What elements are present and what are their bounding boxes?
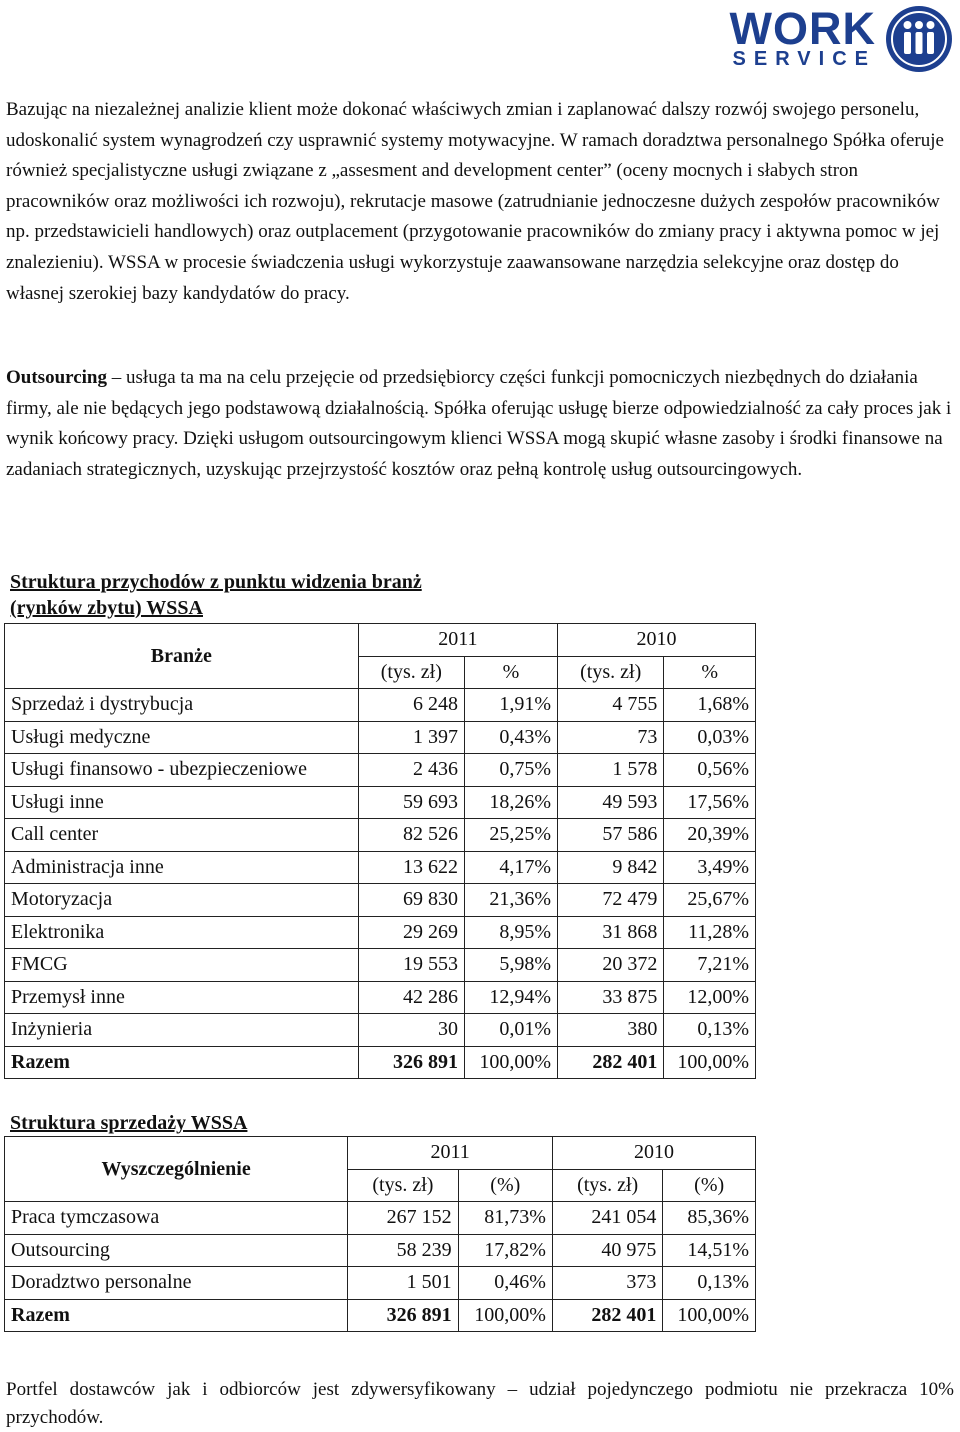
intro-paragraph: Bazując na niezależnej analizie klient może dokonać właściwych zmian i zaplanować dalszy rozwój swojego personelu, udoskonalić system wynagrodzeń czy usprawnić systemy motywacyjne. W ramach doradztwa personalnego Spółka oferuje również specjalistyczne usługi związane z „assesment and development center” (oceny mocnych i słabych stron pracowników oraz możliwości ich rozwoju), rekrutacje masowe (zatrudnianie jednoczesne dużych zespołów pracowników np. przedstawicieli handlowych) oraz outplacement (przygotowanie pracowników do zmiany pracy i aktywna pomoc w jej znalezieniu). WSSA w procesie świadczenia usługi wykorzystuje zaawansowane narzędzia selekcyjne oraz dostęp do własnej szerokiej bazy kandydatów do pracy.: [6, 99, 944, 304]
column-header-wyszczegolnienie: Wyszczególnienie: [5, 1137, 348, 1202]
value-2011: 1 501: [348, 1267, 458, 1300]
value-2010: 1 578: [558, 754, 664, 787]
pct-2011: 100,00%: [464, 1046, 557, 1079]
pct-2010: 0,56%: [664, 754, 756, 787]
pct-2010: 11,28%: [664, 916, 756, 949]
table-row: [5, 786, 756, 819]
pct-2011: 0,01%: [464, 1014, 557, 1047]
revenue-structure-table: [4, 623, 756, 1079]
pct-2010: 0,03%: [664, 721, 756, 754]
value-2010: 49 593: [558, 786, 664, 819]
pct-2011: 25,25%: [464, 819, 557, 852]
pct-2010: 0,13%: [663, 1267, 756, 1300]
logo-text-work: WORK: [729, 3, 876, 54]
row-label: Administracja inne: [5, 851, 359, 884]
value-2010: 20 372: [558, 949, 664, 982]
column-header-branze: Branże: [5, 624, 359, 689]
revenue-structure-title: [10, 569, 422, 621]
pct-2010: 85,36%: [663, 1202, 756, 1235]
row-label: Doradztwo personalne: [5, 1267, 348, 1300]
value-2010: 373: [552, 1267, 662, 1300]
row-label: Elektronika: [5, 916, 359, 949]
row-label: FMCG: [5, 949, 359, 982]
table-row: [5, 819, 756, 852]
outsourcing-term: Outsourcing: [6, 367, 108, 388]
sales-structure-title: [10, 1110, 247, 1136]
value-2011: 69 830: [358, 884, 464, 917]
table-row: [5, 1234, 756, 1267]
table-row: [5, 1014, 756, 1047]
value-2011: 82 526: [358, 819, 464, 852]
subheader-pct-2010: (%): [663, 1169, 756, 1202]
row-label: Call center: [5, 819, 359, 852]
table-row: [5, 884, 756, 917]
pct-2011: 17,82%: [458, 1234, 552, 1267]
value-2011: 1 397: [358, 721, 464, 754]
pct-2011: 18,26%: [464, 786, 557, 819]
table-header-row: [5, 624, 756, 657]
value-2011: 2 436: [358, 754, 464, 787]
work-service-logo: [704, 4, 954, 74]
table-row: [5, 689, 756, 722]
row-label: Usługi finansowo - ubezpieczeniowe: [5, 754, 359, 787]
row-label: Sprzedaż i dystrybucja: [5, 689, 359, 722]
pct-2010: 3,49%: [664, 851, 756, 884]
pct-2011: 0,43%: [464, 721, 557, 754]
pct-2010: 25,67%: [664, 884, 756, 917]
value-2010: 73: [558, 721, 664, 754]
row-label: Outsourcing: [5, 1234, 348, 1267]
value-2011: 42 286: [358, 981, 464, 1014]
pct-2011: 8,95%: [464, 916, 557, 949]
row-label: Usługi inne: [5, 786, 359, 819]
pct-2011: 81,73%: [458, 1202, 552, 1235]
row-label: Praca tymczasowa: [5, 1202, 348, 1235]
pct-2010: 100,00%: [663, 1299, 756, 1332]
pct-2010: 17,56%: [664, 786, 756, 819]
value-2011: 29 269: [358, 916, 464, 949]
pct-2011: 0,46%: [458, 1267, 552, 1300]
value-2011: 19 553: [358, 949, 464, 982]
value-2011: 59 693: [358, 786, 464, 819]
value-2011: 326 891: [348, 1299, 458, 1332]
table-total-row: [5, 1299, 756, 1332]
pct-2011: 4,17%: [464, 851, 557, 884]
pct-2010: 0,13%: [664, 1014, 756, 1047]
pct-2010: 100,00%: [664, 1046, 756, 1079]
table-row: [5, 1202, 756, 1235]
subheader-value-2010: (tys. zł): [558, 656, 664, 689]
outsourcing-paragraph: [6, 363, 954, 485]
logo-emblem-icon: [884, 4, 954, 74]
value-2010: 40 975: [552, 1234, 662, 1267]
row-label: Przemysł inne: [5, 981, 359, 1014]
subheader-pct-2010: %: [664, 656, 756, 689]
logo-text-service: SERVICE: [732, 48, 876, 70]
value-2010: 241 054: [552, 1202, 662, 1235]
outsourcing-description: – usługa ta ma na celu przejęcie od przedsiębiorcy części funkcji pomocniczych niezbędnych do działania firmy, ale nie będących jego podstawową działalnością. Spółka oferując usługę bierze odpowiedzialność za cały proces jak i wynik końcowy pracy. Dzięki usługom outsourcingowym klienci WSSA mogą skupić własne zasoby i środki finansowe na zadaniach strategicznych, uzyskując przejrzystość kosztów oraz pełną kontrolę usług outsourcingowych.: [6, 367, 952, 480]
table-row: [5, 1267, 756, 1300]
subheader-pct-2011: %: [464, 656, 557, 689]
value-2010: 72 479: [558, 884, 664, 917]
value-2010: 57 586: [558, 819, 664, 852]
value-2010: 282 401: [552, 1299, 662, 1332]
value-2010: 33 875: [558, 981, 664, 1014]
sales-structure-title-text: Struktura sprzedaży WSSA: [10, 1112, 248, 1134]
pct-2010: 12,00%: [664, 981, 756, 1014]
value-2011: 6 248: [358, 689, 464, 722]
pct-2011: 12,94%: [464, 981, 557, 1014]
row-label: Razem: [5, 1299, 348, 1332]
row-label: Motoryzacja: [5, 884, 359, 917]
table-row: [5, 916, 756, 949]
value-2011: 30: [358, 1014, 464, 1047]
column-header-2010: 2010: [552, 1137, 755, 1170]
pct-2010: 20,39%: [664, 819, 756, 852]
pct-2011: 1,91%: [464, 689, 557, 722]
value-2010: 9 842: [558, 851, 664, 884]
row-label: Inżynieria: [5, 1014, 359, 1047]
pct-2011: 0,75%: [464, 754, 557, 787]
table-row: [5, 851, 756, 884]
subheader-pct-2011: (%): [458, 1169, 552, 1202]
column-header-2011: 2011: [348, 1137, 553, 1170]
table-row: [5, 721, 756, 754]
pct-2010: 7,21%: [664, 949, 756, 982]
table-row: [5, 754, 756, 787]
pct-2011: 21,36%: [464, 884, 557, 917]
subheader-value-2011: (tys. zł): [348, 1169, 458, 1202]
portfolio-paragraph: Portfel dostawców jak i odbiorców jest zdywersyfikowany – udział pojedynczego podmiotu nie przekracza 10% przychodów.: [6, 1379, 954, 1428]
row-label: Razem: [5, 1046, 359, 1079]
value-2010: 380: [558, 1014, 664, 1047]
subheader-value-2010: (tys. zł): [552, 1169, 662, 1202]
pct-2010: 1,68%: [664, 689, 756, 722]
value-2011: 13 622: [358, 851, 464, 884]
value-2011: 326 891: [358, 1046, 464, 1079]
row-label: Usługi medyczne: [5, 721, 359, 754]
value-2010: 282 401: [558, 1046, 664, 1079]
value-2010: 31 868: [558, 916, 664, 949]
value-2010: 4 755: [558, 689, 664, 722]
revenue-structure-title-line1: Struktura przychodów z punktu widzenia branż: [10, 571, 422, 593]
sales-structure-table: [4, 1136, 756, 1332]
column-header-2010: 2010: [558, 624, 756, 657]
pct-2011: 5,98%: [464, 949, 557, 982]
table-total-row: [5, 1046, 756, 1079]
column-header-2011: 2011: [358, 624, 557, 657]
table-row: [5, 949, 756, 982]
subheader-value-2011: (tys. zł): [358, 656, 464, 689]
value-2011: 267 152: [348, 1202, 458, 1235]
table-row: [5, 981, 756, 1014]
pct-2010: 14,51%: [663, 1234, 756, 1267]
revenue-structure-title-line2: (rynków zbytu) WSSA: [10, 597, 203, 619]
table-header-row: [5, 1137, 756, 1170]
pct-2011: 100,00%: [458, 1299, 552, 1332]
value-2011: 58 239: [348, 1234, 458, 1267]
